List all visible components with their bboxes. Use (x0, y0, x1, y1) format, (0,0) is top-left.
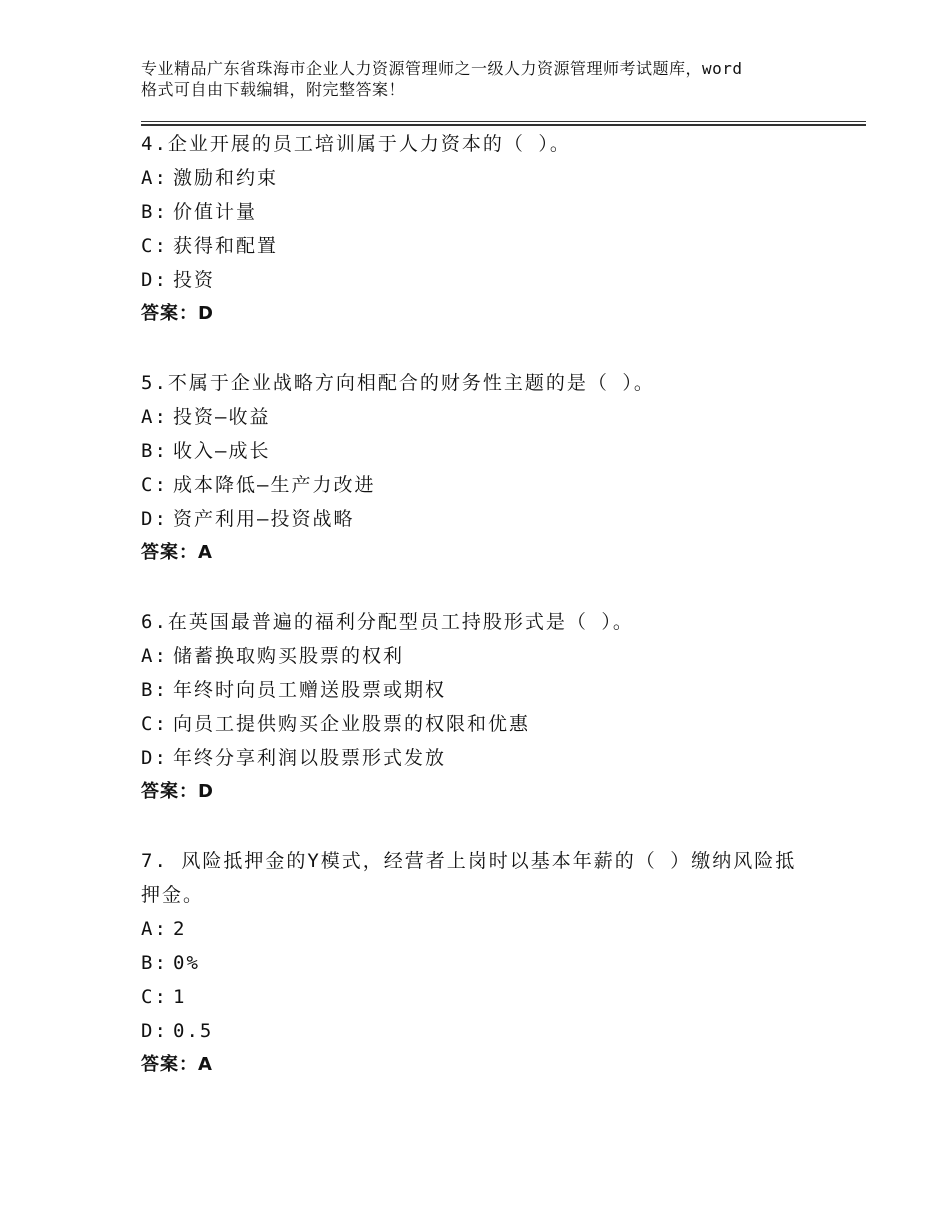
question-7 (141, 844, 821, 1082)
option-key: C: (141, 235, 168, 257)
option-text: 成本降低—生产力改进 (173, 474, 376, 496)
option-b (141, 434, 821, 468)
option-text: 年终时向员工赠送股票或期权 (173, 679, 447, 701)
option-d (141, 502, 821, 536)
question-stem: 6.在英国最普遍的福利分配型员工持股形式是（ ）。 (141, 611, 634, 633)
option-key: A: (141, 406, 168, 428)
option-text: 1 (173, 986, 187, 1008)
question-stem: 7. 风险抵押金的Y模式，经营者上岗时以基本年薪的（ ）缴纳风险抵押金。 (141, 850, 797, 906)
option-text: 价值计量 (173, 201, 258, 223)
option-a (141, 912, 821, 946)
option-key: B: (141, 201, 168, 223)
option-key: A: (141, 167, 168, 189)
header-line-1: 专业精品广东省珠海市企业人力资源管理师之一级人力资源管理师考试题库，word (141, 59, 743, 78)
option-key: D: (141, 269, 168, 291)
option-b (141, 946, 821, 980)
option-text: 获得和配置 (173, 235, 279, 257)
option-key: D: (141, 747, 168, 769)
option-text: 激励和约束 (173, 167, 279, 189)
question-stem: 5.不属于企业战略方向相配合的财务性主题的是（ ）。 (141, 372, 655, 394)
header-divider-thin (141, 121, 866, 122)
header-line-2: 格式可自由下载编辑，附完整答案！ (141, 80, 406, 99)
option-text: 储蓄换取购买股票的权利 (173, 645, 405, 667)
option-text: 0% (173, 952, 200, 974)
option-text: 2 (173, 918, 187, 940)
option-text: 投资 (173, 269, 216, 291)
answer-label: 答案：D (141, 303, 214, 324)
option-text: 0.5 (173, 1020, 214, 1042)
option-key: D: (141, 508, 168, 530)
option-b (141, 673, 821, 707)
option-d (141, 1014, 821, 1048)
option-key: D: (141, 1020, 168, 1042)
option-b (141, 195, 821, 229)
option-text: 资产利用—投资战略 (173, 508, 355, 530)
header-divider-thick (141, 124, 866, 126)
question-4 (141, 127, 821, 331)
document-header (141, 58, 841, 100)
question-5 (141, 366, 821, 570)
option-text: 投资—收益 (173, 406, 271, 428)
answer-label: 答案：A (141, 542, 213, 563)
option-a (141, 639, 821, 673)
question-6 (141, 605, 821, 809)
option-key: A: (141, 645, 168, 667)
option-c (141, 229, 821, 263)
option-key: B: (141, 952, 168, 974)
option-d (141, 741, 821, 775)
option-c (141, 707, 821, 741)
option-key: C: (141, 986, 168, 1008)
option-text: 年终分享利润以股票形式发放 (173, 747, 447, 769)
option-c (141, 980, 821, 1014)
option-d (141, 263, 821, 297)
option-text: 收入—成长 (173, 440, 271, 462)
option-text: 向员工提供购买企业股票的权限和优惠 (173, 713, 531, 735)
answer-label: 答案：D (141, 781, 214, 802)
option-key: C: (141, 713, 168, 735)
option-key: B: (141, 679, 168, 701)
question-stem: 4.企业开展的员工培训属于人力资本的（ ）。 (141, 133, 571, 155)
answer-label: 答案：A (141, 1054, 213, 1075)
option-a (141, 161, 821, 195)
option-a (141, 400, 821, 434)
option-key: A: (141, 918, 168, 940)
option-c (141, 468, 821, 502)
option-key: B: (141, 440, 168, 462)
option-key: C: (141, 474, 168, 496)
